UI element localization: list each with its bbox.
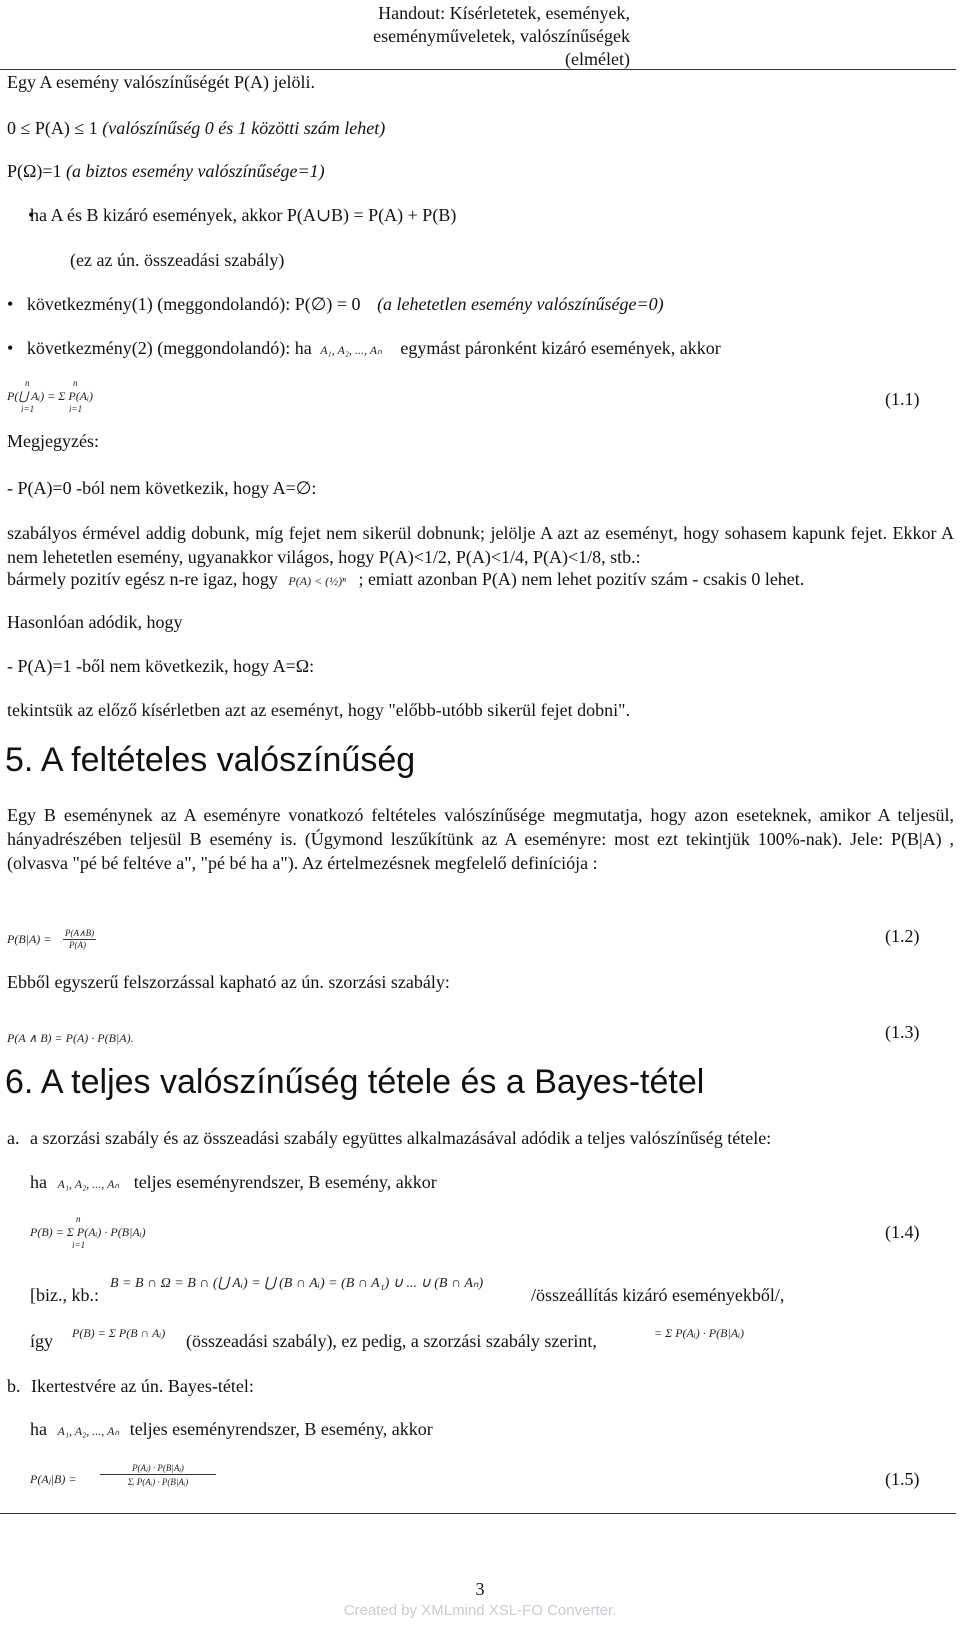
equation-1-1-formula: P(⋃ Aᵢ) = Σ P(Aᵢ) (7, 389, 93, 403)
remark-2-intro: Hasonlóan adódik, hogy (7, 612, 183, 632)
consequence-1-text: következmény(1) (meggondolandó): P(∅) = 0 (26, 294, 361, 314)
header-line-2: eseményműveletek, valószínűségek (373, 26, 630, 46)
probability-bounds (7, 118, 385, 139)
converter-credit: Created by XMLmind XSL-FO Converter. (343, 1602, 617, 1619)
item-b-condition (30, 1419, 433, 1440)
item-a-text: a szorzási szabály és az összeadási szabály együttes alkalmazásával adódik a teljes valószínűség tétele: (30, 1128, 772, 1148)
consequence-2-text: következmény(2) (meggondolandó): ha (26, 338, 312, 358)
item-b-post: teljes eseményrendszer, B esemény, akkor (129, 1419, 433, 1439)
bullet-mark: • (7, 294, 23, 314)
item-b-label: b. (7, 1376, 21, 1396)
item-b-text: Ikertestvére az ún. Bayes-tétel: (31, 1376, 254, 1396)
equation-1-3: P(A ∧ B) = P(A) · P(B|A). (7, 1031, 134, 1045)
eq-1-5-lhs: P(Aⱼ|B) = (30, 1472, 77, 1486)
multiplication-rule-intro: Ebből egyszerű felszorzással kapható az ún. szorzási szabály: (7, 972, 450, 992)
conclusion-post: ; emiatt azonban P(A) nem lehet pozitív szám - csakis 0 lehet. (358, 569, 805, 589)
proof-formula: B = B ∩ Ω = B ∩ (⋃ Aᵢ) = ⋃ (B ∩ Aᵢ) = (B ∩ A₁) ∪ ... ∪ (B ∩ Aₙ) (110, 1276, 484, 1291)
consequence-1-note: (a lehetetlen esemény valószínűsége=0) (377, 294, 664, 314)
sum-upper-limit: n (73, 378, 78, 388)
footer-rule (0, 1513, 956, 1514)
item-a-label: a. (7, 1128, 20, 1148)
igy-formula-2: = Σ P(Aᵢ) · P(B|Aᵢ) (654, 1326, 744, 1340)
item-a-post: teljes eseményrendszer, B esemény, akkor (133, 1172, 437, 1192)
bounds-note: (valószínűség 0 és 1 közötti szám lehet) (102, 118, 386, 138)
eq-1-4-lower: i=1 (72, 1240, 86, 1250)
remark-1-conclusion (7, 569, 804, 590)
eq-1-2-denominator: P(A) (69, 940, 86, 950)
intro-definition: Egy A esemény valószínűségét P(A) jelöli. (7, 72, 315, 92)
eq-1-5-numerator: P(Aⱼ) · P(B|Aⱼ) (100, 1463, 216, 1475)
equation-1-3-label: (1.3) (885, 1022, 920, 1042)
remark-2-explanation: tekintsük az előző kísérletben azt az eseményt, hogy "előbb-utóbb sikerül fejet dobni". (7, 700, 631, 720)
certain-event (7, 161, 325, 182)
certain-formula: P(Ω)=1 (7, 161, 62, 181)
header-line-3: (elmélet) (565, 49, 630, 69)
igy-word: így (30, 1331, 54, 1351)
item-a-ha: ha (30, 1172, 47, 1192)
section-5-title: 5. A feltételes valószínűség (5, 741, 416, 779)
eq-1-4-formula: P(B) = Σ P(Aᵢ) · P(B|Aᵢ) (30, 1225, 146, 1239)
half-power-formula: P(A) < (½)ⁿ (288, 574, 346, 588)
igy-formula-1: P(B) = Σ P(B ∩ Aᵢ) (72, 1326, 166, 1340)
section-6-title: 6. A teljes valószínűség tétele és a Bayes-tétel (5, 1063, 705, 1101)
equation-1-5-label: (1.5) (885, 1469, 920, 1489)
remark-2: - P(A)=1 -ből nem következik, hogy A=Ω: (7, 656, 315, 676)
page-number: 3 (475, 1579, 485, 1599)
proof-pre: [biz., kb.: (30, 1285, 99, 1305)
item-a (7, 1128, 771, 1149)
union-lower-limit: i=1 (21, 404, 35, 414)
bullet-consequence-1 (7, 294, 664, 315)
proof-line (30, 1285, 99, 1306)
remark-1: - P(A)=0 -ból nem következik, hogy A=∅: (7, 478, 317, 498)
equation-1-4-label: (1.4) (885, 1222, 920, 1242)
item-a-sequence: A₁, A₂, ..., Aₙ (57, 1177, 120, 1191)
proof-post: /összeállítás kizáró eseményekből/, (531, 1285, 785, 1305)
item-b-ha: ha (30, 1419, 47, 1439)
igy-text: (összeadási szabály), ez pedig, a szorzási szabály szerint, (186, 1331, 597, 1351)
conditional-probability-text: Egy B eseménynek az A eseményre vonatkozó feltételes valószínűsége megmutatja, hogy azon eseteknek, amikor A teljesül, hányadrészében teljesül B esemény is. (Úgymond leszűkítünk az A eseményre: most ezt tekintjük 100%-nak). Jele: P(B|A) , (olvasva "pé bé feltéve a", "pé bé ha a"). Az értelmezésnek megfelelő definíciója : (7, 805, 954, 873)
union-upper-limit: n (25, 378, 30, 388)
page-header (310, 2, 630, 71)
equation-1-2-label: (1.2) (885, 926, 920, 946)
item-b-sequence: A₁, A₂, ..., Aₙ (57, 1424, 120, 1438)
remark-title: Megjegyzés: (7, 431, 99, 451)
eq-1-2-numerator: P(A∧B) (65, 928, 95, 938)
header-rule (0, 69, 956, 70)
item-a-condition (30, 1172, 437, 1193)
equation-1-1-label: (1.1) (885, 389, 920, 409)
addition-rule-text: ha A és B kizáró események, akkor P(A∪B) = P(A) + P(B) (30, 205, 457, 225)
header-line-1: Handout: Kísérletetek, események, (378, 3, 630, 23)
eq-1-5-denominator: Σᵢ P(Aᵢ) · P(B|Aᵢ) (127, 1477, 189, 1487)
conclusion-pre: bármely pozitív egész n-re igaz, hogy (7, 569, 278, 589)
addition-rule-note: (ez az ún. összeadási szabály) (70, 250, 285, 270)
consequence-2-tail: egymást páronként kizáró események, akkor (400, 338, 721, 358)
bullet-consequence-2 (7, 338, 721, 359)
remark-1-explanation: szabályos érmével addig dobunk, míg fejet nem sikerül dobnunk; jelölje A azt az eseményt, hogy sohasem kapunk fejet. Ekkor A nem lehetetlen esemény, ugyanakkor világos, hogy P(A)<1/2, P(A)<1/4, P(A)<1/8, stb.: (7, 523, 954, 567)
bounds-formula: 0 ≤ P(A) ≤ 1 (7, 118, 98, 138)
sequence-formula: A₁, A₂, ..., Aₙ (320, 343, 382, 357)
sum-lower-limit: i=1 (69, 404, 83, 414)
bullet-mark: • (7, 338, 23, 358)
eq-1-4-upper: n (76, 1214, 81, 1224)
certain-note: (a biztos esemény valószínűsége=1) (66, 161, 325, 181)
eq-1-2-lhs: P(B|A) = (7, 932, 52, 946)
item-b (7, 1376, 254, 1397)
bullet-addition-rule (30, 205, 456, 226)
